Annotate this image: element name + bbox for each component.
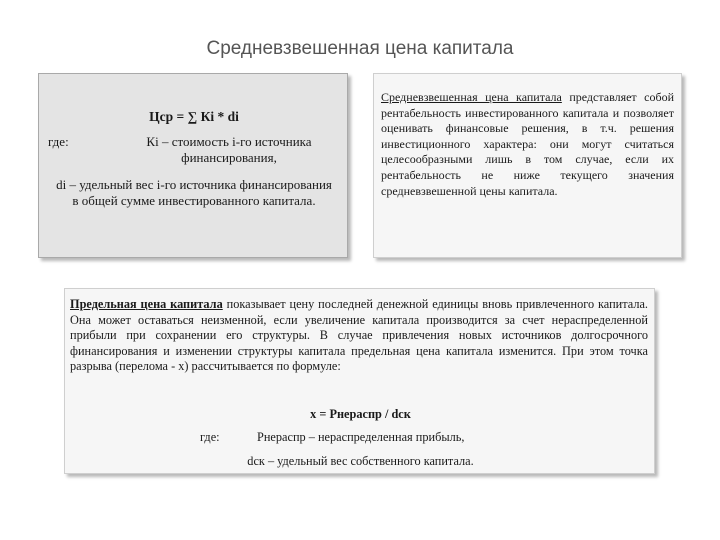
di-definition: di – удельный вес i-го источника финансирования в общей сумме инвестированного капитала. bbox=[56, 177, 332, 208]
retained-earnings-definition: Рнераспр – нераспределенная прибыль, bbox=[257, 430, 465, 444]
marginal-cost-box bbox=[64, 288, 655, 474]
slide-title: Средневзвешенная цена капитала bbox=[206, 38, 514, 59]
bottom-where-label: где: bbox=[200, 430, 220, 444]
definition-text bbox=[381, 90, 674, 199]
breakpoint-formula: х = Рнераспр / dск bbox=[310, 407, 411, 421]
formula-box bbox=[38, 73, 348, 258]
where-label: где: bbox=[48, 134, 69, 149]
equity-share-definition: dск – удельный вес собственного капитала. bbox=[247, 454, 474, 468]
ki-definition: Кi – стоимость i-го источника финансирования, bbox=[146, 134, 312, 165]
definition-heading: Средневзвешенная цена капитала bbox=[381, 90, 562, 104]
marginal-cost-text bbox=[70, 297, 648, 375]
marginal-cost-term: Предельная цена капитала bbox=[70, 297, 223, 311]
marginal-cost-body: показывает цену последней денежной единицы вновь привлеченного капитала. Она может оставаться неизменной, если увеличение капитала производится за счет нераспределенной прибыли при сохранении его структуры. В случае привлечения новых источников долгосрочного финансирования и изменении структуры капитала предельная цена капитала изменится. При этом точка разрыва (перелома - х) рассчитывается по формуле: bbox=[70, 297, 648, 374]
weighted-cost-formula: Цср = ∑ Кi * di bbox=[149, 109, 239, 124]
definition-body: представляет собой рентабельность инвестированного капитала и позволяет оценивать финансовые решения, в т.ч. решения инвестиционного характера: они могут считаться целесообразными лишь в том случае, если их рентабельность не ниже текущего значения bbox=[381, 90, 674, 182]
definition-last-line: средневзвешенной цены капитала. bbox=[381, 183, 558, 198]
definition-box bbox=[373, 73, 682, 258]
